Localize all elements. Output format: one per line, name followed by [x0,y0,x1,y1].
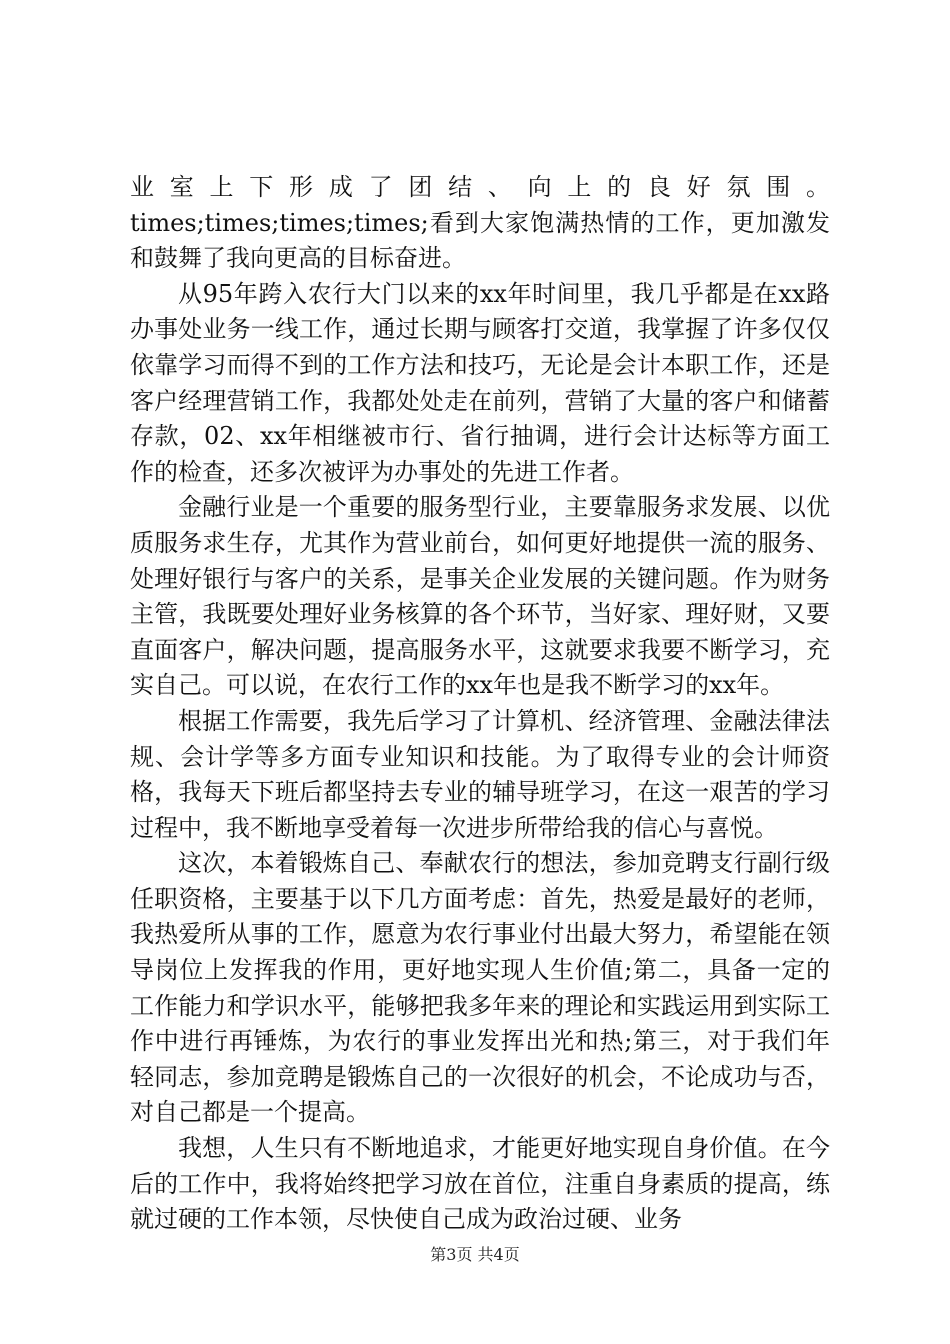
document-body [130,170,830,1238]
paragraph: 金融行业是一个重要的服务型行业，主要靠服务求发展、以优质服务求生存，尤其作为营业前台，如何更好地提供一流的服务、处理好银行与客户的关系，是事关企业发展的关键问题。作为财务主管，我既要处理好业务核算的各个环节，当好家、理好财，又要直面客户，解决问题，提高服务水平，这就要求我要不断学习，充实自己。可以说，在农行工作的xx年也是我不断学习的xx年。 [130,493,830,700]
paragraph: 我想，人生只有不断地追求，才能更好地实现自身价值。在今后的工作中，我将始终把学习放在首位，注重自身素质的提高，练就过硬的工作本领，尽快使自己成为政治过硬、业务 [130,1134,830,1234]
paragraph: 这次，本着锻炼自己、奉献农行的想法，参加竞聘支行副行级任职资格，主要基于以下几方面考虑：首先，热爱是最好的老师，我热爱所从事的工作，愿意为农行事业付出最大努力，希望能在领导岗位上发挥我的作用，更好地实现人生价值;第二，具备一定的工作能力和学识水平，能够把我多年来的理论和实践运用到实际工作中进行再锤炼，为农行的事业发挥出光和热;第三，对于我们年轻同志，参加竞聘是锻炼自己的一次很好的机会，不论成功与否，对自己都是一个提高。 [130,849,830,1127]
paragraph: 根据工作需要，我先后学习了计算机、经济管理、金融法律法规、会计学等多方面专业知识和技能。为了取得专业的会计师资格，我每天下班后都坚持去专业的辅导班学习，在这一艰苦的学习过程中，我不断地享受着每一次进步所带给我的信心与喜悦。 [130,706,830,842]
paragraph: 业室上下形成了团结、向上的良好氛围。 [130,173,830,201]
page-number: 第3页 共4页 [430,1245,520,1264]
paragraph: times;times;times;times;看到大家饱满热情的工作，更加激发和鼓舞了我向更高的目标奋进。 [130,208,830,273]
paragraph: 从95年跨入农行大门以来的xx年时间里，我几乎都是在xx路办事处业务一线工作，通过长期与顾客打交道，我掌握了许多仅仅依靠学习而得不到的工作方法和技巧，无论是会计本职工作，还是客户经理营销工作，我都处处走在前列，营销了大量的客户和储蓄存款，02、xx年相继被市行、省行抽调，进行会计达标等方面工作的检查，还多次被评为办事处的先进工作者。 [130,279,830,486]
